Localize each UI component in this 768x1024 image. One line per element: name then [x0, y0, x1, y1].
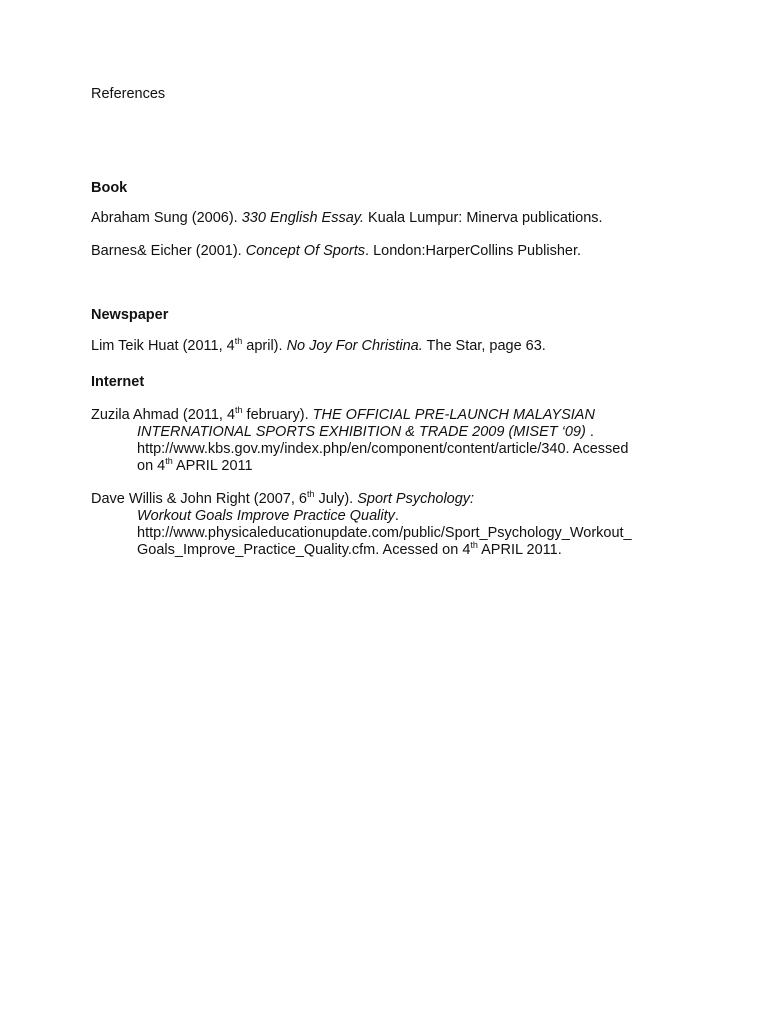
reference-entry-continuation: Workout Goals Improve Practice Quality.	[137, 508, 399, 524]
page-title: References	[91, 86, 166, 102]
section-heading-internet: Internet	[91, 374, 145, 390]
reference-entry: Lim Teik Huat (2011, 4th april). No Joy For Christina. The Star, page 63.	[91, 336, 546, 354]
reference-entry: Zuzila Ahmad (2011, 4th february). THE OFFICIAL PRE-LAUNCH MALAYSIAN	[91, 405, 595, 423]
section-heading-newspaper: Newspaper	[91, 307, 169, 323]
reference-accessed: on 4th APRIL 2011	[137, 456, 253, 474]
reference-url: http://www.physicaleducationupdate.com/public/Sport_Psychology_Workout_	[137, 525, 632, 541]
reference-url: http://www.kbs.gov.my/index.php/en/component/content/article/340. Acessed	[137, 441, 629, 457]
reference-entry: Barnes& Eicher (2001). Concept Of Sports. London:HarperCollins Publisher.	[91, 243, 582, 259]
reference-entry: Abraham Sung (2006). 330 English Essay. Kuala Lumpur: Minerva publications.	[91, 210, 603, 226]
reference-entry-continuation: INTERNATIONAL SPORTS EXHIBITION & TRADE 2009 (MISET ‘09) .	[137, 424, 594, 440]
section-heading-book: Book	[91, 180, 128, 196]
reference-entry: Dave Willis & John Right (2007, 6th July). Sport Psychology:	[91, 489, 475, 507]
reference-accessed: Goals_Improve_Practice_Quality.cfm. Acessed on 4th APRIL 2011.	[137, 540, 562, 558]
